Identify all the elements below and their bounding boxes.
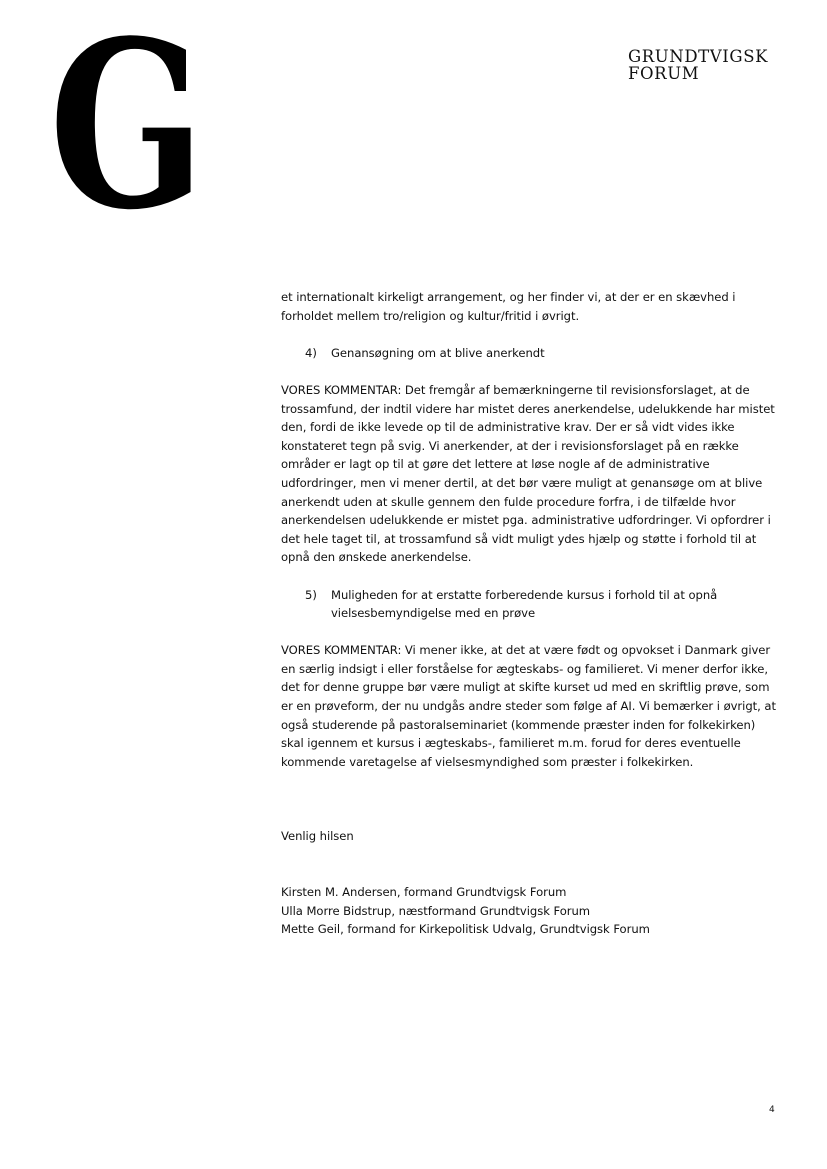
intro-paragraph: et internationalt kirkeligt arrangement, og her finder vi, at der er en skævhed i forholdet mellem tro/religion og kultur/fritid i øvrigt. <box>281 290 736 323</box>
section-5-heading <box>281 586 781 623</box>
section-4-number: 4) <box>305 345 317 360</box>
signatory-list <box>281 883 781 939</box>
letter-body <box>281 288 781 939</box>
section-4-title: Genansøgning om at blive anerkendt <box>331 345 545 360</box>
closing-greeting: Venlig hilsen <box>281 829 354 844</box>
comment-5-paragraph: VORES KOMMENTAR: Vi mener ikke, at det at være født og opvokset i Danmark giver en særlig indsigt i eller forståelse for ægteskabs- og familieret. Vi mener derfor ikke, det for denne gruppe bør være muligt at skifte kurset ud med en skriftlig prøve, som er en prøveform, der nu undgås andre steder som følge af AI. Vi bemærker i øvrigt, at også studerende på pastoralseminariet (kommende præster inden for folkekirken) skal igennem et kursus i ægteskabs-, familieret m.m. forud for deres eventuelle kommende varetagelse af vielsesmyndighed som præster i folkekirken. <box>281 643 776 769</box>
section-5-title: Muligheden for at erstatte forberedende kursus i forhold til at opnå vielsesbemyndigelse med en prøve <box>331 587 718 621</box>
signatory: Ulla Morre Bidstrup, næstformand Grundtvigsk Forum <box>281 903 591 918</box>
signatory: Kirsten M. Andersen, formand Grundtvigsk Forum <box>281 885 567 899</box>
logo-letter: G <box>49 0 205 261</box>
grundtvigsk-logo-g <box>47 0 205 261</box>
brand-wordmark <box>628 48 768 82</box>
section-4-heading <box>281 344 781 363</box>
brand-line-2: FORUM <box>628 64 700 83</box>
signatory: Mette Geil, formand for Kirkepolitisk Udvalg, Grundtvigsk Forum <box>281 922 650 937</box>
brand-line-1: GRUNDTVIGSK <box>628 47 769 66</box>
page-number: 4 <box>769 1105 775 1115</box>
section-5-number: 5) <box>305 587 317 602</box>
comment-4-paragraph: VORES KOMMENTAR: Det fremgår af bemærkningerne til revisionsforslaget, at de trossamfund, der indtil videre har mistet deres anerkendelse, udelukkende har mistet den, fordi de ikke levede op til de administrative krav. Der er så vidt vides ikke konstateret tegn på svig. Vi anerkender, at der i revisionsforslaget på en række områder er lagt op til at gøre det lettere at løse nogle af de administrative udfordringer, men vi mener dertil, at det bør være muligt at genansøge om at blive anerkendt uden at skulle gennem den fulde procedure forfra, i de tilfælde hvor anerkendelsen udelukkende er mistet pga. administrative udfordringer. Vi opfordrer i det hele taget til, at trossamfund så vidt muligt ydes hjælp og støtte i forhold til at opnå den ønskede anerkendelse. <box>281 382 775 565</box>
